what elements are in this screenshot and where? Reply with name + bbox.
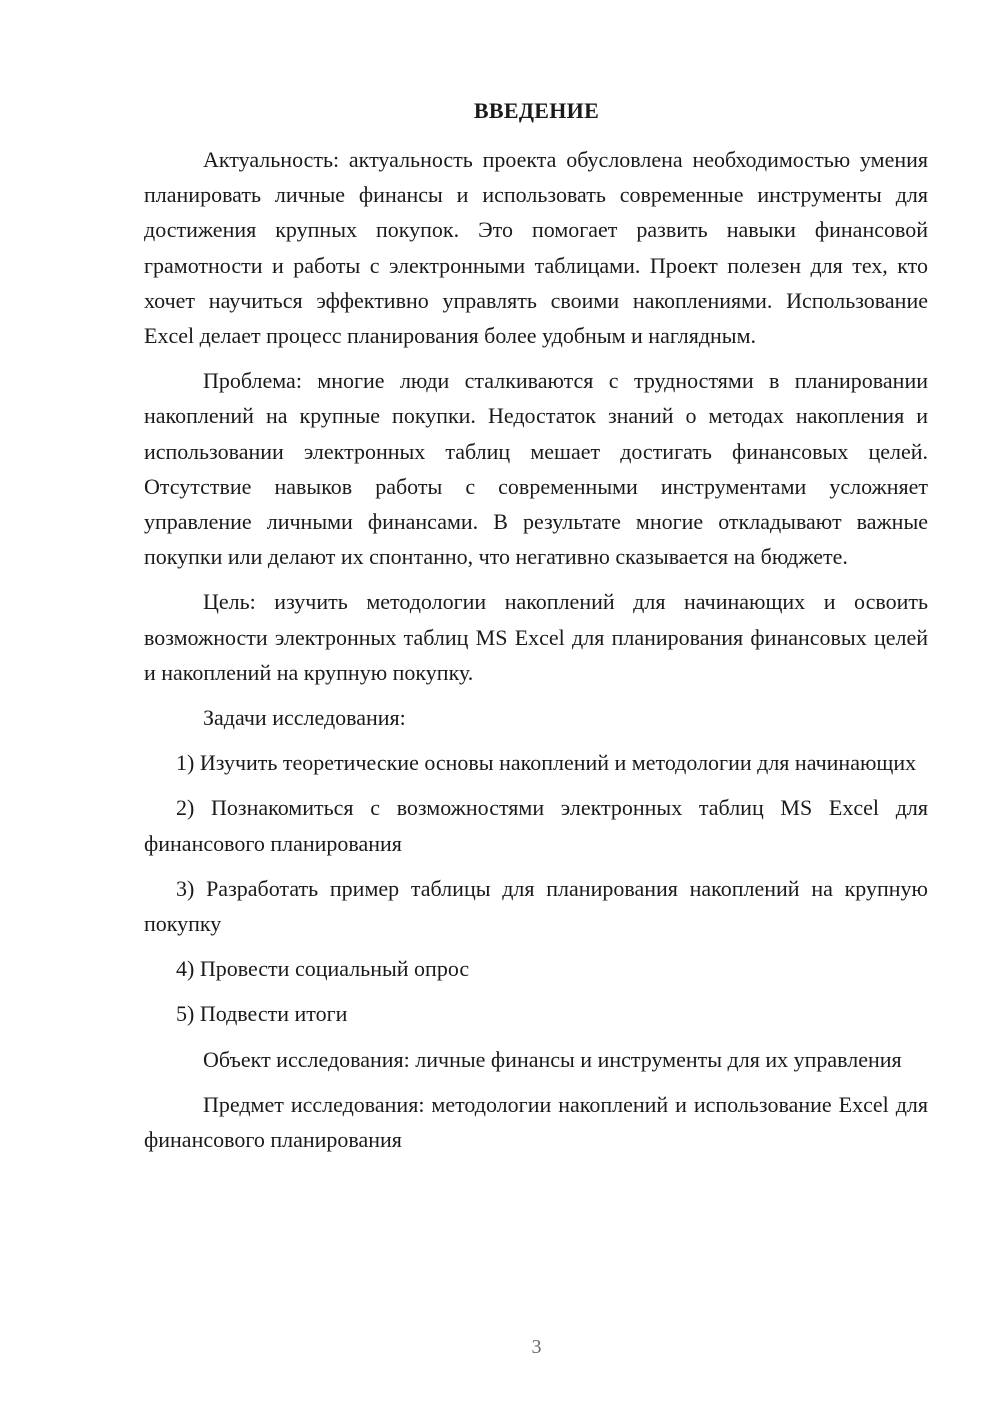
task-item-3: 3) Разработать пример таблицы для планирования накоплений на крупную покупку	[144, 875, 928, 937]
tasks-heading: Задачи исследования:	[203, 705, 406, 731]
relevance-paragraph: Актуальность: актуальность проекта обусловлена необходимостью умения планировать личные финансы и использовать современные инструменты для достижения крупных покупок. Это помогает развить навыки финансовой грамотности и работы с электронными таблицами. Проект полезен для тех, кто хочет научиться эффективно управлять своими накоплениями. Использование Excel делает процесс планирования более удобным и наглядным.	[144, 147, 928, 349]
goal-paragraph: Цель: изучить методологии накоплений для начинающих и освоить возможности электронных таблиц MS Excel для планирования финансовых целей и накоплений на крупную покупку.	[144, 589, 928, 685]
task-item-2: 2) Познакомиться с возможностями электронных таблиц MS Excel для финансового планирования	[144, 795, 928, 856]
object-paragraph: Объект исследования: личные финансы и инструменты для их управления	[203, 1046, 902, 1072]
task-item-4: 4) Провести социальный опрос	[176, 956, 470, 982]
subject-paragraph: Предмет исследования: методологии накоплений и использование Excel для финансового планирования	[144, 1091, 928, 1153]
page-number: 3	[531, 1336, 542, 1358]
task-item-1: 1) Изучить теоретические основы накоплений и методологии для начинающих	[176, 750, 917, 776]
task-item-5: 5) Подвести итоги	[176, 1001, 348, 1027]
problem-paragraph: Проблема: многие люди сталкиваются с трудностями в планировании накоплений на крупные покупки. Недостаток знаний о методах накопления и использовании электронных таблиц мешает достигать финансовых целей. Отсутствие навыков работы с современными инструментами усложняет управление личными финансами. В результате многие откладывают важные покупки или делают их спонтанно, что негативно сказывается на бюджете.	[144, 368, 928, 570]
document-body	[144, 142, 928, 1157]
page-title: ВВЕДЕНИЕ	[473, 98, 600, 123]
